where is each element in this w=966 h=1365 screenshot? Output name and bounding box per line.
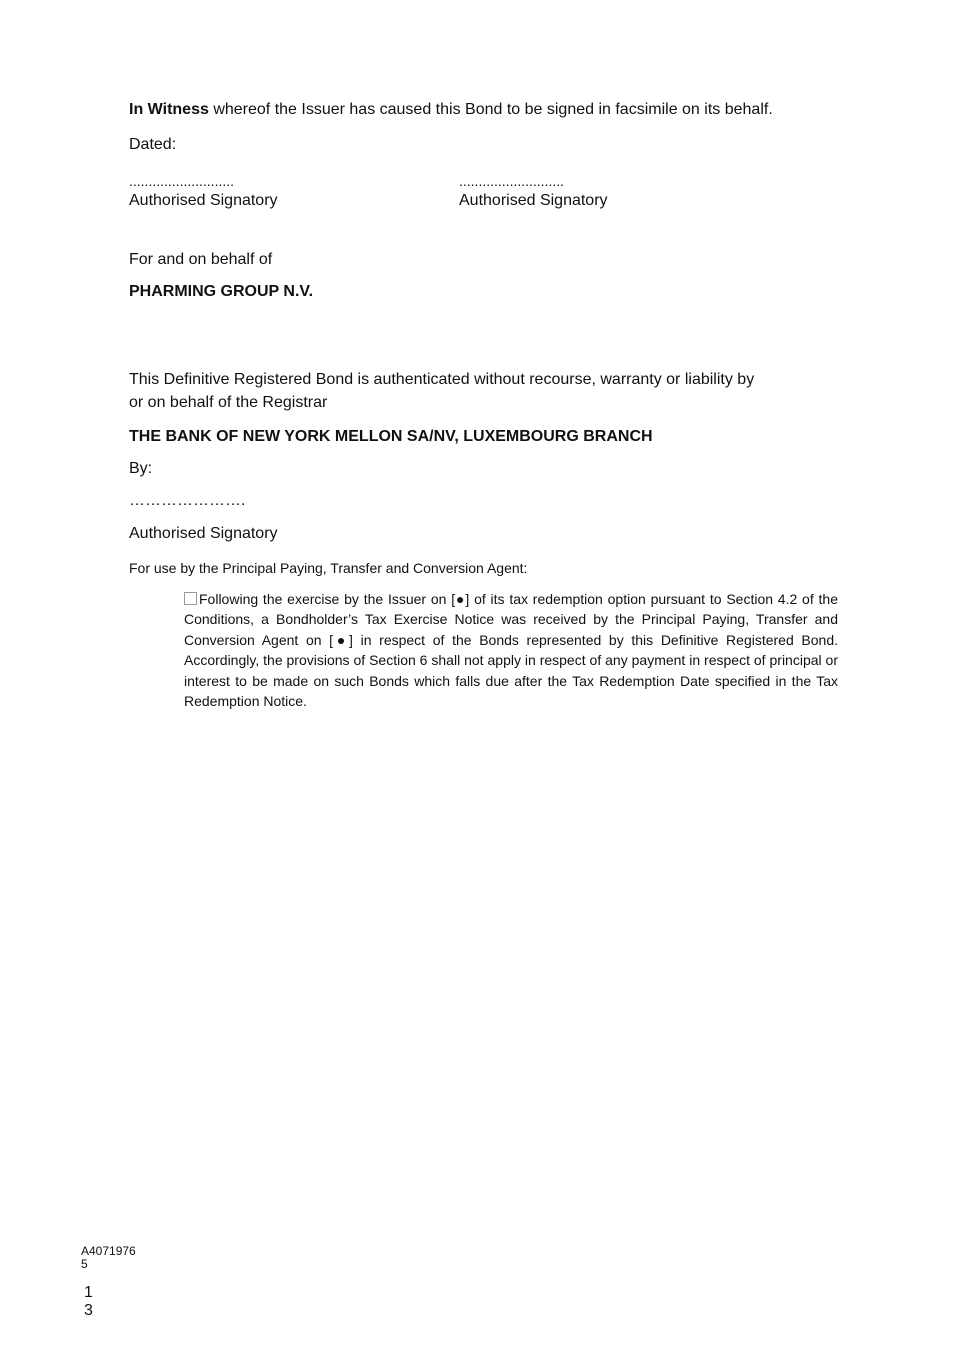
- signatory-label-left: Authorised Signatory: [129, 192, 278, 209]
- page-number-line-2: 3: [84, 1302, 93, 1319]
- document-reference-line-1: A4071976: [81, 1244, 136, 1258]
- witness-lead: In Witness: [129, 101, 209, 118]
- page-number: [84, 1284, 104, 1319]
- document-reference-line-2: 5: [81, 1257, 88, 1271]
- registrar-signatory-label: Authorised Signatory: [129, 525, 278, 542]
- signatory-label-right: Authorised Signatory: [459, 192, 608, 209]
- document-reference: [81, 1245, 136, 1271]
- behalf-label: For and on behalf of: [129, 251, 273, 268]
- page-number-line-1: 1: [84, 1284, 93, 1301]
- signature-line-right: ...........................: [459, 173, 565, 189]
- witness-clause: [129, 100, 773, 120]
- company-name: PHARMING GROUP N.V.: [129, 283, 314, 300]
- dated-label: Dated:: [129, 136, 177, 153]
- authentication-line-1: This Definitive Registered Bond is authenticated without recourse, warranty or liability by: [129, 371, 755, 388]
- bank-name: THE BANK OF NEW YORK MELLON SA/NV, LUXEMBOURG BRANCH: [129, 428, 653, 445]
- authentication-line-2: or on behalf of the Registrar: [129, 394, 328, 411]
- tax-redemption-checkbox[interactable]: [184, 592, 197, 605]
- by-label: By:: [129, 460, 153, 477]
- witness-rest: whereof the Issuer has caused this Bond to be signed in facsimile on its behalf.: [208, 101, 773, 118]
- signature-line-registrar: ………………….: [129, 492, 246, 509]
- tax-redemption-paragraph: [184, 589, 838, 711]
- signature-line-left: ...........................: [129, 173, 235, 189]
- agent-heading: For use by the Principal Paying, Transfer and Conversion Agent:: [129, 560, 528, 576]
- tax-redemption-text: Following the exercise by the Issuer on [●] of its tax redemption option pursuant to Section 4.2 of the Conditions, a Bondholder’s Tax Exercise Notice was received by the Principal Paying, Transfer and Conversion Agent on [●] in respect of the Bonds represented by this Definitive Registered Bond. Accordingly, the provisions of Section 6 shall not apply in respect of any payment in respect of principal or interest to be made on such Bonds which falls due after the Tax Redemption Date specified in the Tax Redemption Notice.: [184, 591, 838, 710]
